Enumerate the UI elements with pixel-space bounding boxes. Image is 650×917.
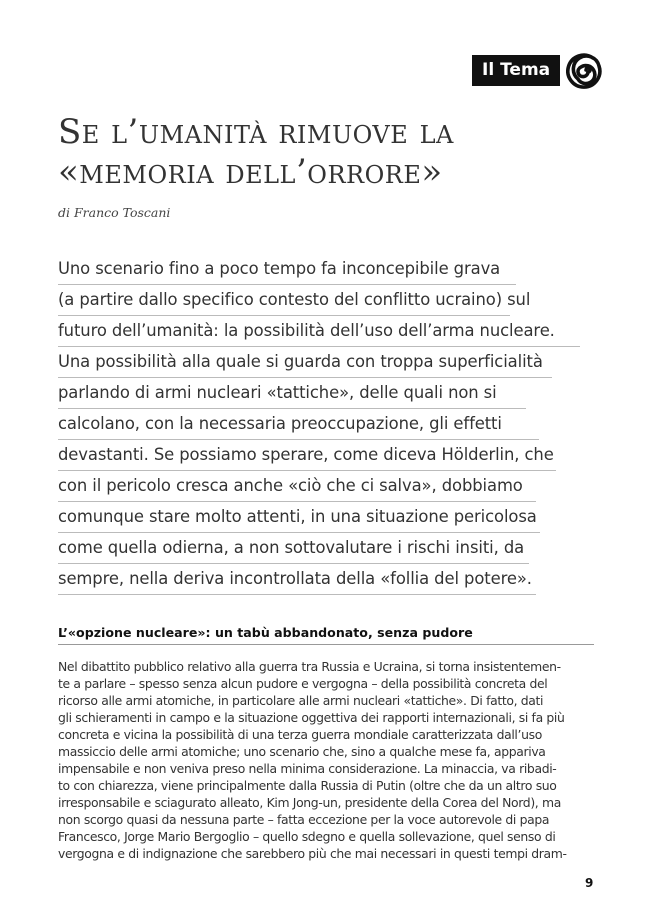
byline: di Franco Toscani — [58, 205, 171, 220]
section-heading: L’«opzione nucleare»: un tabù abbandonato, senza pudore — [58, 625, 594, 645]
body-text — [58, 658, 594, 862]
title-line-1: Se l’umanità rimuove la — [58, 112, 454, 152]
lead-line: Uno scenario fino a poco tempo fa inconcepibile grava — [58, 254, 516, 285]
body-line: massiccio delle armi atomiche; uno scenario che, sino a qualche mese fa, appariva — [58, 744, 546, 759]
lead-line: (a partire dallo specifico contesto del conflitto ucraino) sul — [58, 285, 510, 316]
lead-paragraph — [58, 254, 578, 595]
body-line: gli schieramenti in campo e la situazione oggettiva dei rapporti internazionali, si fa più — [58, 710, 565, 725]
spiral-icon — [566, 50, 606, 90]
body-line: irresponsabile e sciagurato alleato, Kim Jong-un, presidente della Corea del Nord), ma — [58, 795, 561, 810]
body-line: Nel dibattito pubblico relativo alla guerra tra Russia e Ucraina, si torna insistentemen- — [58, 659, 561, 674]
lead-line: parlando di armi nucleari «tattiche», delle quali non si — [58, 378, 526, 409]
lead-line: calcolano, con la necessaria preoccupazione, gli effetti — [58, 409, 539, 440]
body-line: concreta e vicina la possibilità di una terza guerra mondiale caratterizzata dall’uso — [58, 727, 542, 742]
section-tag — [472, 50, 606, 90]
section-label: Il Tema — [472, 55, 560, 86]
page-number: 9 — [585, 876, 594, 890]
lead-line: come quella odierna, a non sottovalutare i rischi insiti, da — [58, 533, 529, 564]
lead-line: futuro dell’umanità: la possibilità dell’uso dell’arma nucleare. — [58, 316, 580, 347]
lead-line: comunque stare molto attenti, in una situazione pericolosa — [58, 502, 540, 533]
lead-line: con il pericolo cresca anche «ciò che ci salva», dobbiamo — [58, 471, 536, 502]
body-line: Francesco, Jorge Mario Bergoglio – quello sdegno e quella sollevazione, quel senso di — [58, 829, 556, 844]
title-line-2: «memoria dell’orrore» — [58, 152, 443, 192]
lead-line: devastanti. Se possiamo sperare, come diceva Hölderlin, che — [58, 440, 556, 471]
body-line: ricorso alle armi atomiche, in particolare alle armi nucleari «tattiche». Di fatto, dati — [58, 693, 544, 708]
article-title — [58, 112, 618, 192]
body-line: non scorgo quasi da nessuna parte – fatta eccezione per la voce autorevole di papa — [58, 812, 550, 827]
lead-line: Una possibilità alla quale si guarda con troppa superficialità — [58, 347, 552, 378]
body-line: impensabile e non veniva preso nella minima considerazione. La minaccia, va ribadi- — [58, 761, 557, 776]
lead-line: sempre, nella deriva incontrollata della «follia del potere». — [58, 564, 536, 595]
body-line: to con chiarezza, viene principalmente dalla Russia di Putin (oltre che da un altro suo — [58, 778, 557, 793]
body-line: vergogna e di indignazione che sarebbero più che mai necessari in questi tempi dram- — [58, 846, 567, 861]
body-line: te a parlare – spesso senza alcun pudore e vergogna – della possibilità concreta del — [58, 676, 548, 691]
